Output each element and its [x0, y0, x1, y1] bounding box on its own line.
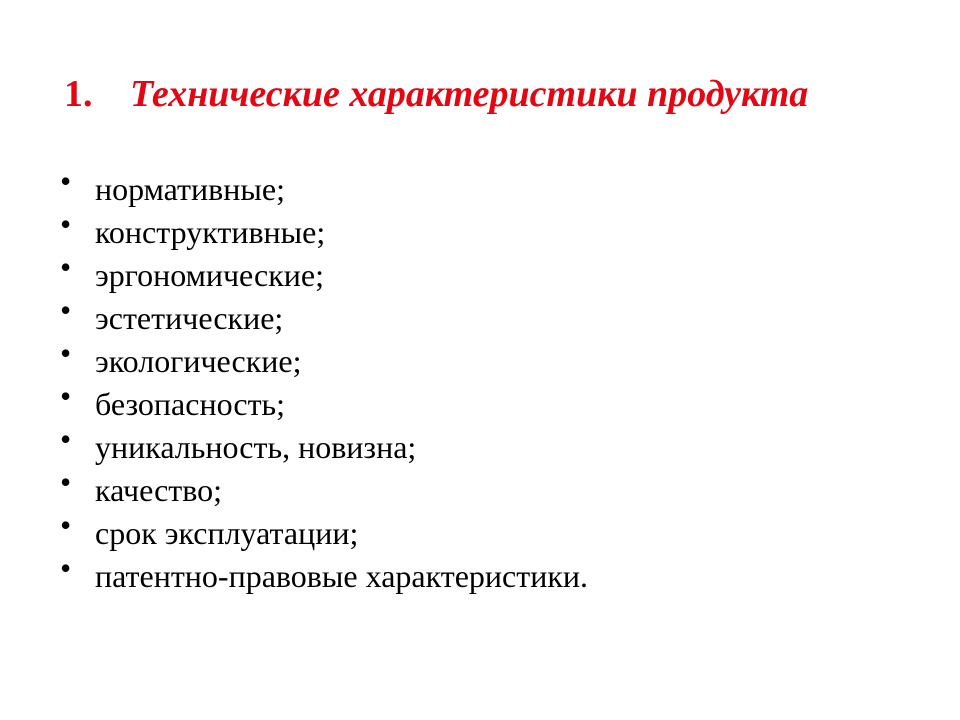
title-text: Технические характеристики продукта: [130, 73, 809, 115]
list-item-text: эстетические;: [95, 300, 284, 336]
list-item: [60, 335, 920, 383]
list-item: [60, 163, 920, 211]
list-item: [60, 421, 920, 469]
list-item-text: экологические;: [95, 343, 302, 379]
list-item: [60, 550, 920, 598]
bullet-icon: •: [60, 378, 72, 414]
list-item-text: качество;: [95, 472, 223, 508]
list-item: [60, 464, 920, 512]
bullet-icon: •: [60, 292, 72, 328]
characteristics-list: [60, 163, 920, 598]
list-item: [60, 378, 920, 426]
list-item-text: срок эксплуатации;: [95, 515, 359, 551]
list-item-text: патентно-правовые характеристики.: [95, 558, 589, 594]
list-item-text: нормативные;: [95, 171, 285, 207]
bullet-icon: •: [60, 464, 72, 500]
list-item: [60, 206, 920, 254]
list-item: [60, 292, 920, 340]
list-item-text: эргономические;: [95, 257, 325, 293]
bullet-icon: •: [60, 335, 72, 371]
bullet-icon: •: [60, 249, 72, 285]
list-item-text: уникальность, новизна;: [95, 429, 417, 465]
slide-title: [64, 66, 924, 122]
list-item: [60, 507, 920, 555]
bullet-icon: •: [60, 206, 72, 242]
list-item: [60, 249, 920, 297]
title-number: 1.: [64, 73, 93, 115]
bullet-icon: •: [60, 507, 72, 543]
bullet-icon: •: [60, 421, 72, 457]
list-item-text: конструктивные;: [95, 214, 326, 250]
bullet-icon: •: [60, 163, 72, 199]
list-item-text: безопасность;: [95, 386, 286, 422]
bullet-icon: •: [60, 550, 72, 586]
